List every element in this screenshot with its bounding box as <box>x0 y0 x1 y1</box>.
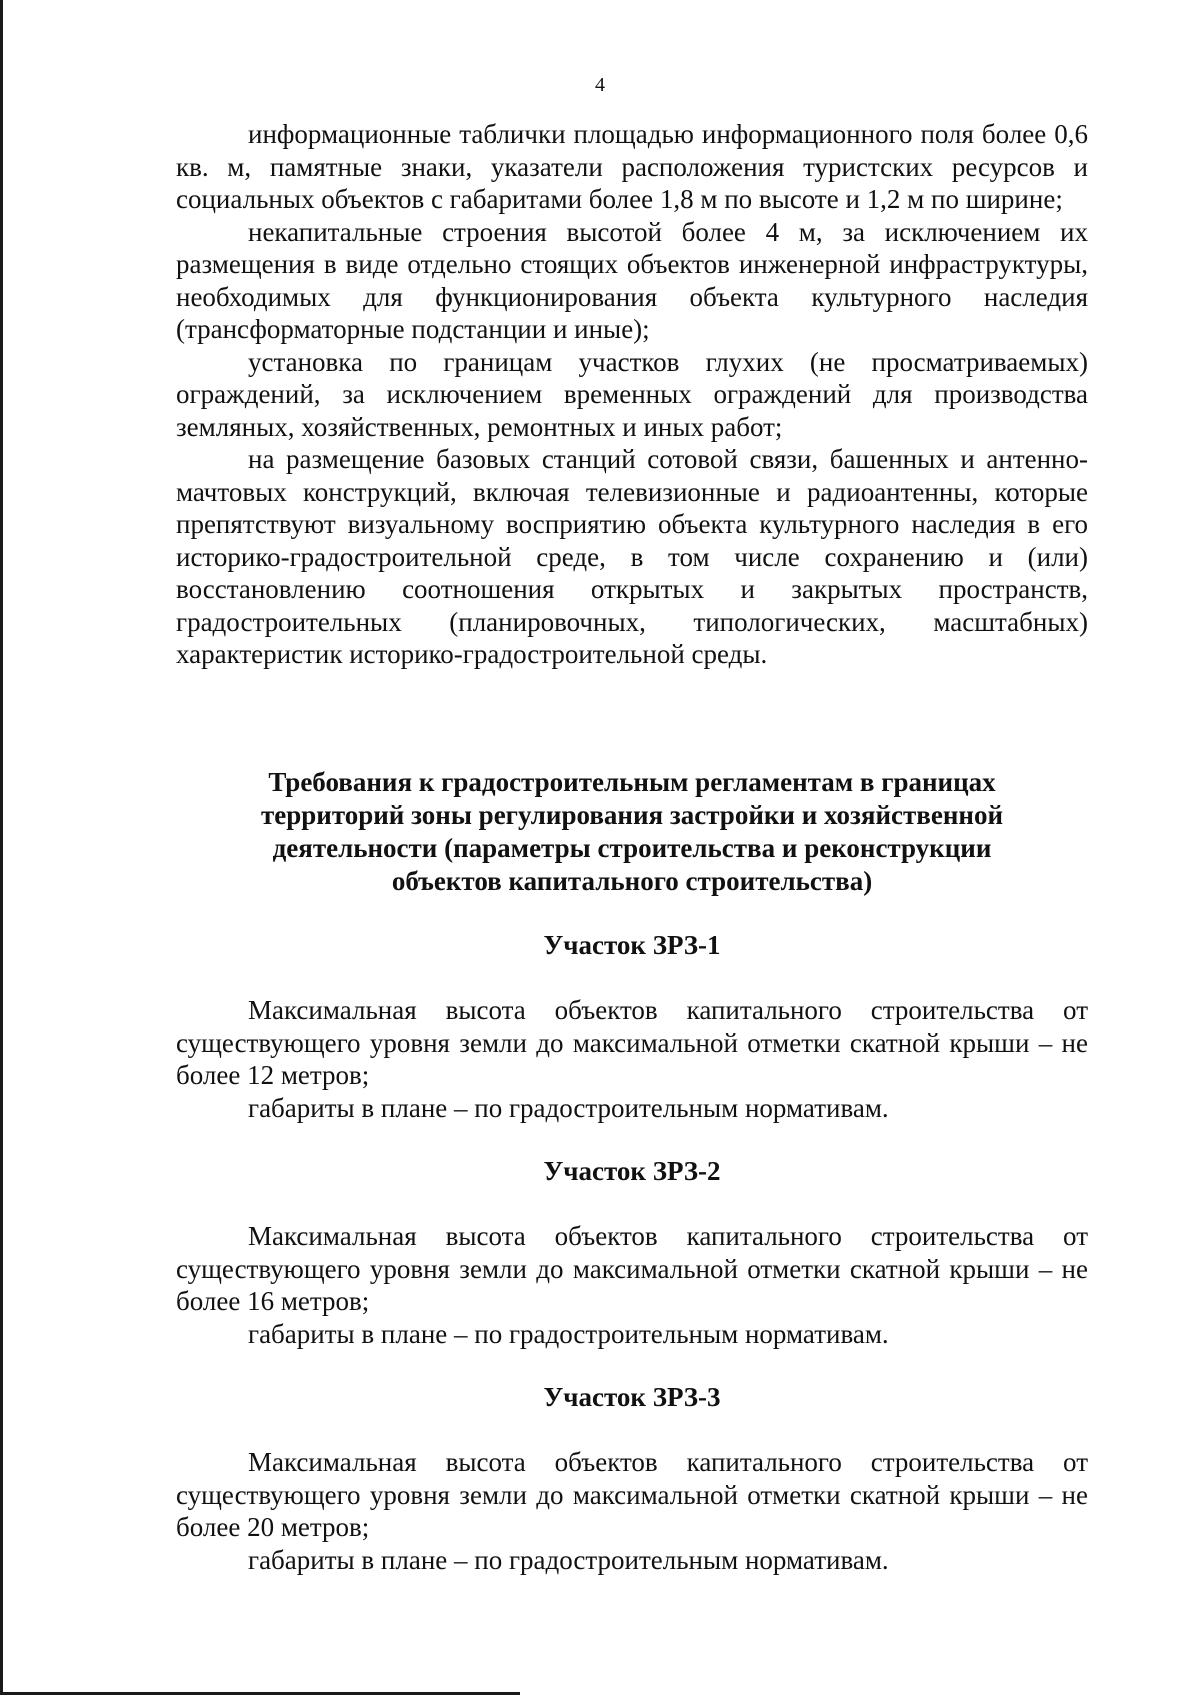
section-body-zrz-3 <box>176 1446 1088 1576</box>
paragraph-info-signs: информационные таблички площадью информационного поля более 0,6 кв. м, памятные знаки, указатели расположения туристских ресурсов и социальных объектов с габаритами более 1,8 м по высоте и 1,2 м по ширине; <box>176 119 1088 214</box>
paragraph-max-height: Максимальная высота объектов капитального строительства от существующего уровня земли до максимальной отметки скатной крыши – не более 12 метров; <box>176 995 1088 1090</box>
paragraph-base-stations: на размещение базовых станций сотовой связи, башенных и антенно-мачтовых конструкций, включая телевизионные и радиоантенны, которые препятствуют визуальному восприятию объекта культурного наследия в его историко-градостроительной среде, в том числе сохранению и (или) восстановлению соотношения открытых и закрытых пространств, градостроительных (планировочных, типологических, масштабных) характеристик историко-градостроительной среды. <box>176 444 1088 669</box>
section-title-zrz-1: Участок ЗРЗ-1 <box>543 930 721 960</box>
section-title-zrz-2: Участок ЗРЗ-2 <box>543 1156 721 1186</box>
main-heading <box>176 766 1088 898</box>
main-heading-line: Требования к градостроительным регламентам в границах <box>268 767 996 797</box>
page-number: 4 <box>595 74 605 96</box>
main-heading-line: деятельности (параметры строительства и реконструкции <box>272 833 992 863</box>
main-heading-line: объектов капитального строительства) <box>391 866 873 896</box>
section-body-zrz-2 <box>176 1220 1088 1350</box>
main-heading-line: территорий зоны регулирования застройки и хозяйственной <box>260 800 1004 830</box>
paragraph-max-height: Максимальная высота объектов капитального строительства от существующего уровня земли до максимальной отметки скатной крыши – не более 16 метров; <box>176 1221 1088 1316</box>
paragraph-max-height: Максимальная высота объектов капитального строительства от существующего уровня земли до максимальной отметки скатной крыши – не более 20 метров; <box>176 1447 1088 1542</box>
paragraph-plan-dimensions: габариты в плане – по градостроительным нормативам. <box>248 1318 889 1349</box>
paragraph-plan-dimensions: габариты в плане – по градостроительным нормативам. <box>248 1544 889 1575</box>
scan-left-edge <box>0 0 3 1695</box>
intro-block <box>176 118 1088 671</box>
paragraph-non-capital-buildings: некапитальные строения высотой более 4 м, за исключением их размещения в виде отдельно стоящих объектов инженерной инфраструктуры, необходимых для функционирования объекта культурного наследия (трансформаторные подстанции и иные); <box>176 216 1088 344</box>
section-title-zrz-3: Участок ЗРЗ-3 <box>543 1382 721 1412</box>
section-body-zrz-1 <box>176 994 1088 1124</box>
paragraph-blind-fences: установка по границам участков глухих (не просматриваемых) ограждений, за исключением временных ограждений для производства земляных, хозяйственных, ремонтных и иных работ; <box>176 346 1088 442</box>
paragraph-plan-dimensions: габариты в плане – по градостроительным нормативам. <box>248 1092 889 1123</box>
